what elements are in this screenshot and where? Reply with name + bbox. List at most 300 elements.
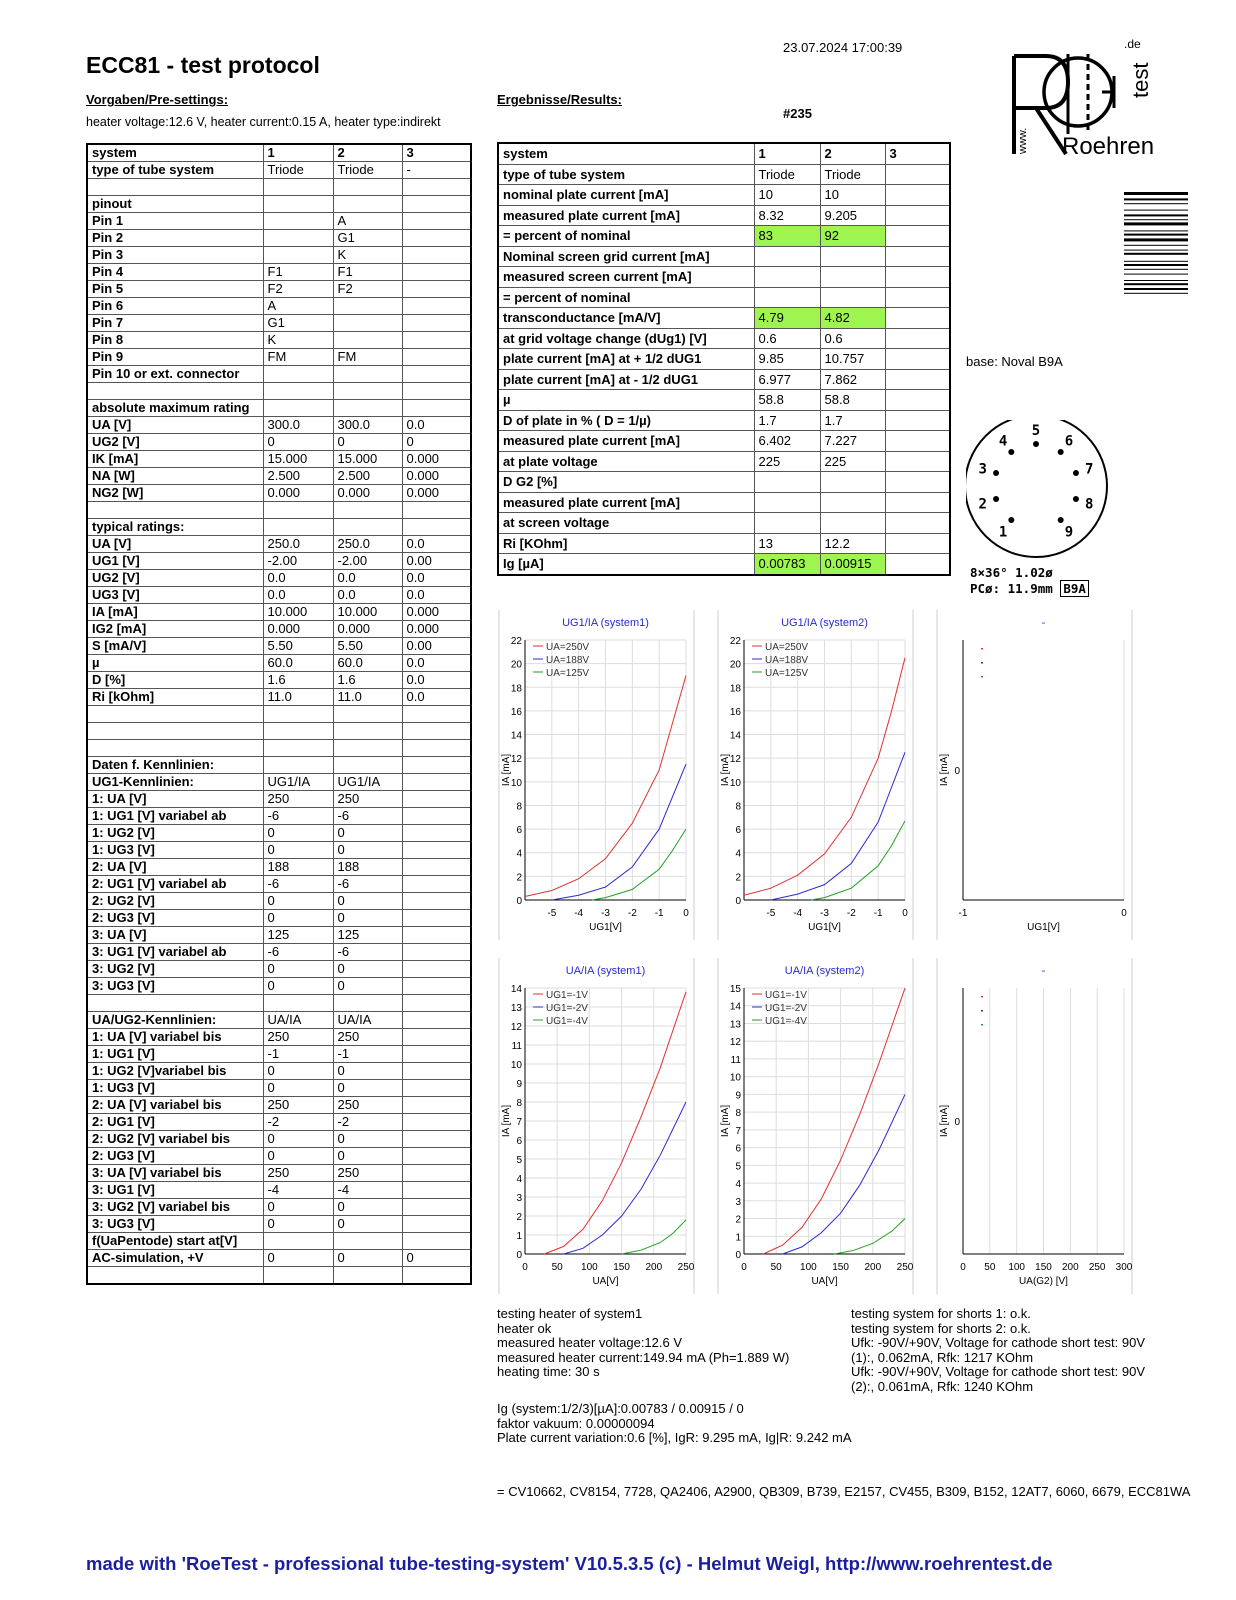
left-row: [87, 1012, 471, 1029]
left-value-cell: [263, 757, 333, 774]
left-value-cell: [402, 740, 471, 757]
y-tick-label: 9: [735, 1090, 741, 1102]
left-value-cell: 0.0: [333, 570, 402, 587]
left-row: [87, 927, 471, 944]
pin-dot: [1073, 496, 1079, 502]
right-value-cell: [885, 246, 950, 267]
y-tick-label: 16: [510, 706, 522, 718]
y-tick-label: 10: [729, 777, 741, 789]
left-value-cell: [402, 281, 471, 298]
short-test-info: [851, 1307, 1145, 1394]
right-value-cell: Triode: [754, 164, 820, 185]
left-value-cell: 250.0: [333, 536, 402, 553]
left-row: [87, 893, 471, 910]
logo-word: test: [1128, 62, 1153, 98]
right-label-cell: plate current [mA] at + 1/2 dUG1: [498, 349, 754, 370]
left-row: [87, 1029, 471, 1046]
right-value-cell: 6.402: [754, 431, 820, 452]
left-label-cell: 2: UA [V]: [87, 859, 263, 876]
logo-url-text: www.: [1017, 127, 1029, 154]
right-label-cell: D of plate in % ( D = 1/µ): [498, 410, 754, 431]
left-row: [87, 213, 471, 230]
right-row: [498, 513, 950, 534]
right-value-cell: 10: [820, 185, 885, 206]
y-axis-label: IA [mA]: [720, 1104, 731, 1138]
left-value-cell: [402, 1216, 471, 1233]
left-value-cell: [402, 859, 471, 876]
left-value-cell: [333, 298, 402, 315]
right-value-cell: 0.6: [820, 328, 885, 349]
barcode-bar: [1124, 288, 1188, 290]
right-value-cell: 225: [820, 451, 885, 472]
results-table: [497, 142, 951, 576]
left-value-cell: -2: [263, 1114, 333, 1131]
x-tick-label: 100: [800, 1262, 817, 1273]
pre-settings-heading: Vorgaben/Pre-settings:: [86, 92, 229, 107]
right-row: [498, 267, 950, 288]
left-value-cell: 0.0: [333, 587, 402, 604]
heater-settings-line: heater voltage:12.6 V, heater current:0.15 A, heater type:indirekt: [86, 115, 441, 129]
left-value-cell: 0.0: [402, 570, 471, 587]
left-label-cell: UA [V]: [87, 417, 263, 434]
right-value-cell: [885, 472, 950, 493]
legend-mark: [981, 648, 983, 650]
left-row: [87, 808, 471, 825]
right-row: [498, 205, 950, 226]
pin-caption-line1: 8×36° 1.02ø: [970, 565, 1053, 580]
pin-dot: [1058, 517, 1064, 523]
left-label-cell: Ri [kOhm]: [87, 689, 263, 706]
x-tick-label: -2: [846, 908, 856, 919]
left-value-cell: Triode: [263, 162, 333, 179]
left-row: [87, 621, 471, 638]
left-label-cell: Pin 9: [87, 349, 263, 366]
left-value-cell: 2.500: [333, 468, 402, 485]
x-axis-label: UA[V]: [592, 1276, 619, 1287]
left-value-cell: [263, 247, 333, 264]
barcode-bar: [1124, 264, 1188, 266]
left-value-cell: [402, 1097, 471, 1114]
left-value-cell: 15.000: [333, 451, 402, 468]
right-value-cell: 0.6: [754, 328, 820, 349]
left-label-cell: UG2 [V]: [87, 570, 263, 587]
left-value-cell: 5.50: [333, 638, 402, 655]
y-tick-label: 5: [516, 1155, 522, 1166]
left-value-cell: 15.000: [263, 451, 333, 468]
y-tick-label: 12: [510, 1022, 522, 1033]
barcode-bar: [1124, 192, 1188, 195]
left-row: [87, 978, 471, 995]
y-tick-label: 1: [516, 1231, 522, 1242]
left-value-cell: 0: [333, 893, 402, 910]
left-label-cell: NG2 [W]: [87, 485, 263, 502]
pin-number: 9: [1064, 524, 1074, 541]
right-value-cell: [885, 554, 950, 575]
left-value-cell: 60.0: [263, 655, 333, 672]
left-row: [87, 1250, 471, 1267]
left-value-cell: [402, 213, 471, 230]
left-value-cell: 0: [263, 825, 333, 842]
right-value-cell: [885, 328, 950, 349]
left-value-cell: A: [333, 213, 402, 230]
left-value-cell: [402, 502, 471, 519]
x-tick-label: 50: [770, 1262, 782, 1273]
left-value-cell: [263, 230, 333, 247]
y-tick-label: 10: [510, 1060, 522, 1071]
left-value-cell: -1: [263, 1046, 333, 1063]
chart-ua-ia-system3: [935, 958, 1140, 1304]
y-tick-label: 3: [516, 1193, 522, 1204]
right-row: [498, 246, 950, 267]
left-value-cell: -6: [263, 876, 333, 893]
left-value-cell: [333, 519, 402, 536]
right-row: [498, 554, 950, 575]
left-label-cell: type of tube system: [87, 162, 263, 179]
left-row: [87, 451, 471, 468]
right-value-cell: [820, 267, 885, 288]
left-label-cell: Pin 1: [87, 213, 263, 230]
right-value-cell: [754, 246, 820, 267]
left-row: [87, 162, 471, 179]
y-tick-label: 4: [516, 1174, 522, 1185]
y-tick-label: 18: [510, 683, 522, 695]
right-value-cell: 83: [754, 226, 820, 247]
left-value-cell: [333, 179, 402, 196]
left-value-cell: 0: [333, 842, 402, 859]
left-value-cell: FM: [263, 349, 333, 366]
left-row: [87, 1182, 471, 1199]
y-tick-label: 4: [735, 1179, 741, 1191]
barcode-bar: [1124, 214, 1188, 216]
left-value-cell: 0.0: [402, 689, 471, 706]
x-tick-label: 300: [1115, 1262, 1133, 1273]
left-label-cell: 3: UG1 [V]: [87, 1182, 263, 1199]
left-value-cell: 0.00: [402, 638, 471, 655]
left-label-cell: 2: UG3 [V]: [87, 910, 263, 927]
left-value-cell: UA/IA: [333, 1012, 402, 1029]
left-value-cell: 0: [333, 910, 402, 927]
x-tick-label: 0: [683, 908, 689, 919]
right-value-cell: 58.8: [754, 390, 820, 411]
left-value-cell: 0: [263, 893, 333, 910]
left-value-cell: [402, 706, 471, 723]
left-value-cell: -1: [333, 1046, 402, 1063]
x-axis-label: UA[V]: [811, 1276, 838, 1287]
right-row: [498, 287, 950, 308]
pin-number: 8: [1085, 496, 1094, 513]
right-label-cell: measured plate current [mA]: [498, 205, 754, 226]
left-row: [87, 944, 471, 961]
left-row: [87, 1148, 471, 1165]
left-value-cell: [263, 723, 333, 740]
legend-label: UG1=-2V: [546, 1003, 588, 1014]
pin-caption-line2: PCø: 11.9mm: [970, 581, 1053, 596]
left-value-cell: [402, 893, 471, 910]
legend-label: UG1=-4V: [765, 1016, 807, 1027]
left-value-cell: 0.000: [402, 604, 471, 621]
left-value-cell: [333, 723, 402, 740]
left-value-cell: 0: [263, 1250, 333, 1267]
left-row: [87, 536, 471, 553]
y-tick-label: 0: [516, 896, 522, 907]
left-value-cell: 250: [333, 1029, 402, 1046]
left-value-cell: [402, 366, 471, 383]
right-label-cell: type of tube system: [498, 164, 754, 185]
left-label-cell: 2: UG1 [V] variabel ab: [87, 876, 263, 893]
legend-label: UA=188V: [765, 655, 809, 666]
left-value-cell: 0.000: [402, 621, 471, 638]
legend-label: UA=125V: [546, 668, 590, 679]
left-value-cell: [263, 196, 333, 213]
left-value-cell: [402, 927, 471, 944]
y-tick-label: 16: [729, 706, 741, 718]
y-tick-label: 2: [735, 872, 741, 884]
y-tick-label: 0: [954, 1117, 960, 1128]
left-label-cell: 3: UG3 [V]: [87, 978, 263, 995]
left-label-cell: 2: UG3 [V]: [87, 1148, 263, 1165]
left-value-cell: 0.0: [402, 417, 471, 434]
barcode-bar: [1124, 274, 1188, 275]
y-tick-label: 1: [735, 1232, 741, 1244]
left-value-cell: 10.000: [263, 604, 333, 621]
left-value-cell: 0.0: [263, 570, 333, 587]
left-value-cell: K: [333, 247, 402, 264]
right-value-cell: 7.862: [820, 369, 885, 390]
x-axis-label: UG1[V]: [808, 922, 841, 933]
left-value-cell: 0.000: [402, 485, 471, 502]
chart-ug1-ia-system1: [497, 610, 702, 950]
right-label-cell: system: [498, 143, 754, 164]
left-value-cell: 60.0: [333, 655, 402, 672]
series-line: [771, 752, 905, 900]
left-row: [87, 281, 471, 298]
left-row: [87, 689, 471, 706]
left-value-cell: UA/IA: [263, 1012, 333, 1029]
chart-title: UA/IA (system1): [565, 965, 646, 977]
left-value-cell: [333, 1267, 402, 1285]
right-value-cell: [885, 533, 950, 554]
legend-mark: [981, 1024, 983, 1026]
pin-number: 7: [1085, 461, 1094, 478]
left-label-cell: [87, 706, 263, 723]
right-value-cell: [885, 205, 950, 226]
y-tick-label: 0: [954, 766, 960, 777]
right-label-cell: at grid voltage change (dUg1) [V]: [498, 328, 754, 349]
left-value-cell: 0: [333, 1080, 402, 1097]
barcode-bar: [1124, 219, 1188, 220]
left-value-cell: 11.0: [263, 689, 333, 706]
right-value-cell: [885, 287, 950, 308]
left-row: [87, 774, 471, 791]
left-row: [87, 1216, 471, 1233]
left-value-cell: [333, 995, 402, 1012]
right-row: [498, 308, 950, 329]
left-label-cell: Pin 2: [87, 230, 263, 247]
left-row: [87, 825, 471, 842]
left-row: [87, 706, 471, 723]
pin-number: 5: [1031, 423, 1041, 439]
y-tick-label: 7: [735, 1125, 741, 1137]
y-tick-label: 6: [735, 1143, 741, 1155]
right-label-cell: measured screen current [mA]: [498, 267, 754, 288]
x-tick-label: -1: [958, 908, 968, 919]
left-value-cell: [263, 213, 333, 230]
left-row: [87, 468, 471, 485]
right-row: [498, 451, 950, 472]
x-tick-label: 200: [864, 1262, 882, 1273]
left-value-cell: [402, 723, 471, 740]
left-value-cell: [333, 196, 402, 213]
left-label-cell: Pin 8: [87, 332, 263, 349]
right-value-cell: [754, 287, 820, 308]
left-label-cell: UA/UG2-Kennlinien:: [87, 1012, 263, 1029]
left-value-cell: [402, 1131, 471, 1148]
left-value-cell: -6: [333, 876, 402, 893]
chart-ug1-ia-system2: [716, 610, 921, 950]
x-tick-label: 50: [551, 1262, 563, 1273]
right-value-cell: 3: [885, 143, 950, 164]
left-row: [87, 910, 471, 927]
left-value-cell: [402, 1182, 471, 1199]
legend-label: UG1=-1V: [765, 990, 807, 1001]
left-value-cell: [263, 1233, 333, 1250]
right-value-cell: 4.82: [820, 308, 885, 329]
left-value-cell: 0: [263, 842, 333, 859]
equivalent-tubes: = CV10662, CV8154, 7728, QA2406, A2900, QB309, B739, E2157, CV455, B309, B152, 12AT7, 6060, 6679, ECC81WA: [497, 1484, 1191, 1499]
left-value-cell: [333, 400, 402, 417]
left-row: [87, 757, 471, 774]
left-label-cell: Pin 7: [87, 315, 263, 332]
legend-label: UG1=-2V: [765, 1003, 807, 1014]
x-tick-label: 250: [1088, 1262, 1106, 1273]
right-row: [498, 349, 950, 370]
right-value-cell: [820, 472, 885, 493]
left-value-cell: [402, 944, 471, 961]
left-row: [87, 791, 471, 808]
left-value-cell: 0.000: [402, 468, 471, 485]
y-tick-label: 2: [516, 872, 522, 884]
left-value-cell: 0.0: [402, 536, 471, 553]
left-value-cell: [402, 1046, 471, 1063]
left-value-cell: [402, 791, 471, 808]
left-value-cell: 0: [263, 1063, 333, 1080]
left-label-cell: UA [V]: [87, 536, 263, 553]
left-value-cell: FM: [333, 349, 402, 366]
right-value-cell: 10.757: [820, 349, 885, 370]
right-value-cell: [820, 246, 885, 267]
right-row: [498, 472, 950, 493]
document-title: ECC81 - test protocol: [86, 52, 320, 78]
left-row: [87, 638, 471, 655]
right-value-cell: [820, 513, 885, 534]
left-value-cell: [402, 1012, 471, 1029]
legend-label: UG1=-1V: [546, 990, 588, 1001]
left-value-cell: 1.6: [263, 672, 333, 689]
left-value-cell: -4: [263, 1182, 333, 1199]
pin-dot: [1008, 449, 1014, 455]
left-value-cell: F1: [263, 264, 333, 281]
barcode-bar: [1124, 234, 1188, 236]
info-line: heater ok: [497, 1320, 552, 1336]
left-label-cell: 2: UG1 [V]: [87, 1114, 263, 1131]
left-row: [87, 1080, 471, 1097]
right-value-cell: [885, 164, 950, 185]
left-value-cell: 300.0: [333, 417, 402, 434]
right-value-cell: [885, 451, 950, 472]
left-label-cell: [87, 995, 263, 1012]
right-label-cell: = percent of nominal: [498, 287, 754, 308]
y-tick-label: 2: [735, 1214, 741, 1226]
left-label-cell: Pin 6: [87, 298, 263, 315]
left-value-cell: 0: [333, 434, 402, 451]
left-value-cell: [402, 1114, 471, 1131]
x-tick-label: 0: [1121, 908, 1127, 919]
right-value-cell: [885, 349, 950, 370]
left-value-cell: [263, 740, 333, 757]
left-value-cell: [402, 978, 471, 995]
left-label-cell: 2: UA [V] variabel bis: [87, 1097, 263, 1114]
left-value-cell: [402, 230, 471, 247]
left-row: [87, 604, 471, 621]
right-label-cell: Ig [µA]: [498, 554, 754, 575]
left-value-cell: 0: [263, 1148, 333, 1165]
y-tick-label: 4: [735, 848, 741, 860]
y-tick-label: 5: [735, 1161, 741, 1173]
right-label-cell: µ: [498, 390, 754, 411]
left-row: [87, 247, 471, 264]
test-datetime: 23.07.2024 17:00:39: [783, 40, 903, 55]
left-row: [87, 230, 471, 247]
barcode-bar: [1124, 250, 1188, 251]
pin-dot: [1008, 517, 1014, 523]
barcode-bar: [1124, 261, 1188, 262]
right-row: [498, 431, 950, 452]
y-tick-label: 6: [516, 825, 522, 837]
y-tick-label: 6: [516, 1136, 522, 1147]
right-value-cell: 12.2: [820, 533, 885, 554]
left-value-cell: 0.000: [333, 621, 402, 638]
left-row: [87, 383, 471, 400]
right-row: [498, 390, 950, 411]
info-line: measured heater voltage:12.6 V: [497, 1335, 683, 1350]
left-value-cell: UG1/IA: [263, 774, 333, 791]
right-label-cell: Nominal screen grid current [mA]: [498, 246, 754, 267]
left-value-cell: 188: [333, 859, 402, 876]
left-value-cell: A: [263, 298, 333, 315]
left-value-cell: K: [263, 332, 333, 349]
right-value-cell: 92: [820, 226, 885, 247]
y-tick-label: 0: [735, 1250, 741, 1261]
x-tick-label: 150: [613, 1262, 630, 1273]
x-axis-label: UG1[V]: [589, 922, 622, 933]
right-label-cell: measured plate current [mA]: [498, 492, 754, 513]
x-tick-label: -2: [627, 908, 637, 919]
pin-number: 4: [998, 433, 1008, 450]
right-label-cell: = percent of nominal: [498, 226, 754, 247]
pin-diagram: [966, 420, 1116, 580]
left-label-cell: Pin 4: [87, 264, 263, 281]
chart-ua-ia-system2: [716, 958, 921, 1304]
info-line: testing system for shorts 1: o.k.: [851, 1306, 1031, 1321]
left-label-cell: Pin 10 or ext. connector: [87, 366, 263, 383]
left-value-cell: UG1/IA: [333, 774, 402, 791]
left-value-cell: [263, 519, 333, 536]
legend-label: UA=250V: [546, 642, 590, 653]
left-value-cell: 0: [263, 961, 333, 978]
left-value-cell: [263, 383, 333, 400]
info-line: testing system for shorts 2: o.k.: [851, 1320, 1031, 1336]
barcode-bar: [1124, 230, 1188, 231]
